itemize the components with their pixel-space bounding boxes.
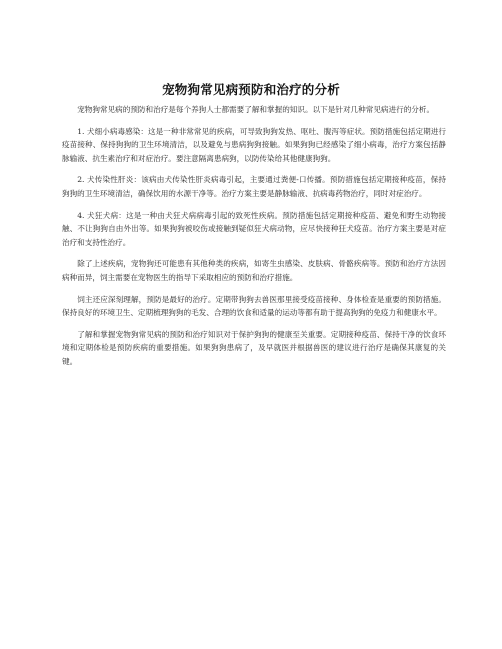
paragraph-prevention: 饲主还应深刻理解，预防是最好的治疗。定期带狗狗去兽医那里接受疫苗接种、身体检查是重要的预防措施。保持良好的环境卫生、定期梳理狗狗的毛发、合理的饮食和适量的运动等都有助于提高狗狗的免疫力和健康水平。 [62,294,446,318]
paragraph-conclusion: 了解和掌握宠物狗常见病的预防和治疗知识对于保护狗狗的健康至关重要。定期接种疫苗、保持干净的饮食环境和定期体检是预防疾病的重要措施。如果狗狗患病了，及早就医并根据兽医的建议进行治疗是确保其康复的关键。 [62,329,446,366]
paragraph-other-diseases: 除了上述疾病，宠物狗还可能患有其他种类的疾病，如寄生虫感染、皮肤病、骨骼疾病等。预防和治疗方法因病种而异，饲主需要在宠物医生的指导下采取相应的预防和治疗措施。 [62,259,446,282]
paragraph-rabies: 4. 犬狂犬病：这是一种由犬狂犬病病毒引起的致死性疾病。预防措施包括定期接种疫苗、避免和野生动物接触、不让狗狗自由外出等。如果狗狗被咬伤或接触到疑似狂犬病动物，应尽快接种狂犬疫苗。治疗方案主要是对症治疗和支持性治疗。 [62,210,446,247]
paragraph-hepatitis: 2. 犬传染性肝炎：该病由犬传染性肝炎病毒引起，主要通过粪便-口传播。预防措施包括定期接种疫苗，保持狗狗的卫生环境清洁，确保饮用的水源干净等。治疗方案主要是静脉输液、抗病毒药物治疗，同时对症治疗。 [62,175,446,198]
document-title: 宠物狗常见病预防和治疗的分析 [162,82,340,97]
paragraph-intro: 宠物狗常见病的预防和治疗是每个养狗人士都需要了解和掌握的知识。以下是针对几种常见病进行的分析。 [77,105,435,114]
document-body [62,103,446,377]
paragraph-parvovirus: 1. 犬细小病毒感染：这是一种非常常见的疾病，可导致狗狗发热、呕吐、腹泻等症状。预防措施包括定期进行疫苗接种、保持狗狗的卫生环境清洁，以及避免与患病狗狗接触。如果狗狗已经感染了细小病毒，治疗方案包括静脉输液、抗生素治疗和对症治疗。要注意隔离患病狗，以防传染给其他健康狗狗。 [62,126,446,163]
